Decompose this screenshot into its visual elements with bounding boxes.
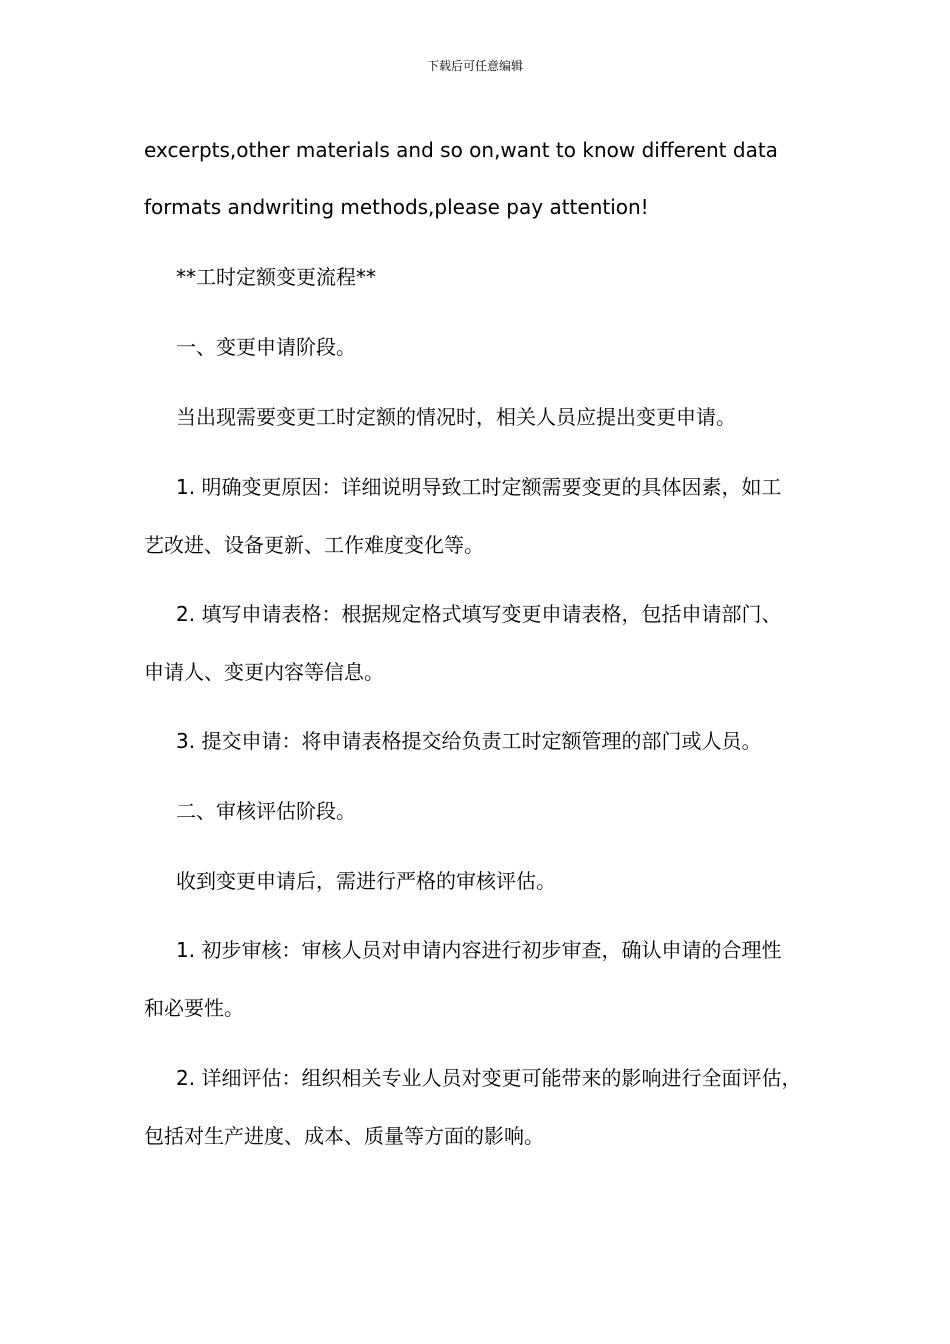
list-item-line: 申请人、变更内容等信息。 (144, 660, 384, 684)
list-item-line: 艺改进、设备更新、工作难度变化等。 (144, 533, 484, 557)
paragraph-line: formats andwriting methods,please pay attention! (144, 195, 649, 219)
list-item-line: 1. 明确变更原因：详细说明导致工时定额需要变更的具体因素，如工 (176, 475, 782, 499)
paragraph-line: 收到变更申请后，需进行严格的审核评估。 (176, 869, 556, 893)
list-item-line: 2. 详细评估：组织相关专业人员对变更可能带来的影响进行全面评估， (176, 1066, 802, 1090)
page-header: 下载后可任意编辑 (426, 59, 523, 73)
list-item-line: 和必要性。 (144, 996, 244, 1020)
list-item-line: 1. 初步审核：审核人员对申请内容进行初步审查，确认申请的合理性 (176, 938, 782, 962)
section-heading: 二、审核评估阶段。 (176, 799, 356, 823)
section-title: **工时定额变更流程** (176, 265, 376, 289)
paragraph-line: excerpts,other materials and so on,want to know different data (144, 138, 778, 162)
paragraph-line: 当出现需要变更工时定额的情况时，相关人员应提出变更申请。 (176, 405, 736, 429)
list-item-line: 2. 填写申请表格：根据规定格式填写变更申请表格，包括申请部门、 (176, 602, 782, 626)
list-item-line: 包括对生产进度、成本、质量等方面的影响。 (144, 1124, 544, 1148)
section-heading: 一、变更申请阶段。 (176, 335, 356, 359)
list-item-line: 3. 提交申请：将申请表格提交给负责工时定额管理的部门或人员。 (176, 729, 762, 753)
